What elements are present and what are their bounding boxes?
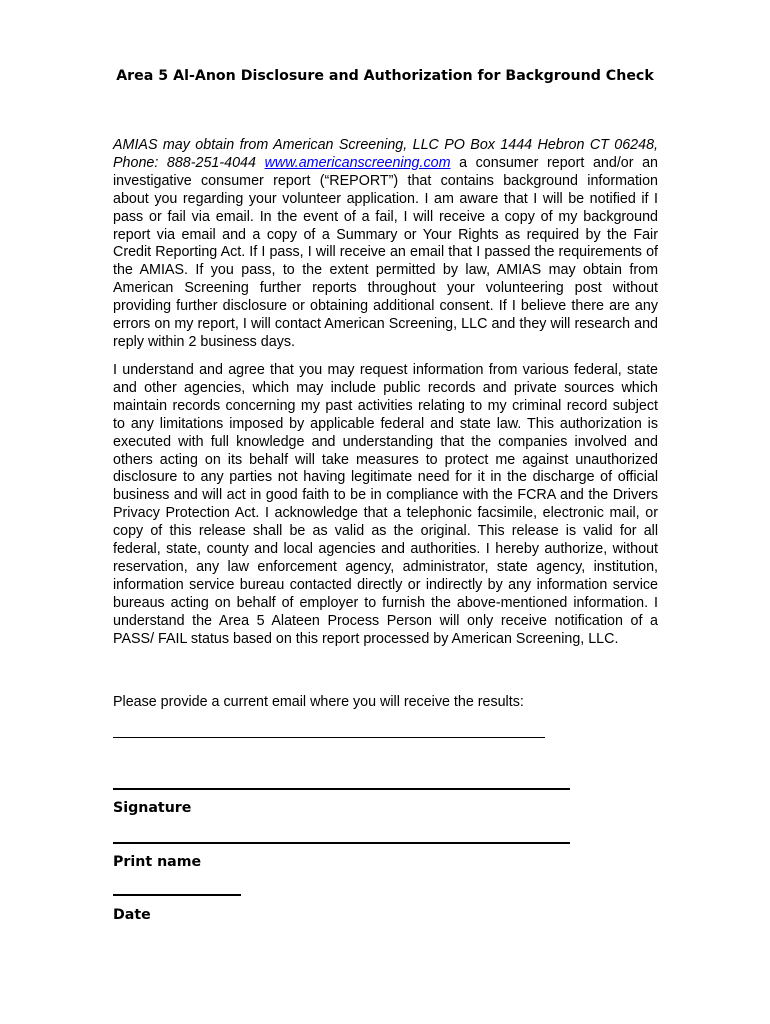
provider-website-link[interactable]: www.americanscreening.com	[264, 154, 451, 171]
email-field[interactable]	[113, 737, 545, 738]
signature-field[interactable]	[113, 788, 570, 790]
email-prompt: Please provide a current email where you will receive the results:	[113, 694, 524, 710]
date-field[interactable]	[113, 894, 241, 896]
disclosure-paragraph	[113, 137, 658, 352]
document-title: Area 5 Al-Anon Disclosure and Authorization for Background Check	[116, 68, 654, 84]
date-label: Date	[113, 907, 151, 923]
signature-label: Signature	[113, 800, 192, 816]
provider-contact-text: AMIAS may obtain from American Screening, LLC PO Box 1444 Hebron CT 06248, Phone: 888-251-4044	[113, 137, 658, 171]
print-name-field[interactable]	[113, 842, 570, 844]
authorization-paragraph: I understand and agree that you may request information from various federal, state and other agencies, which may include public records and private sources which maintain records concerning my past activities relating to my criminal record subject to any limitations imposed by applicable federal and state law. This authorization is executed with full knowledge and understanding that the companies involved and others acting on its behalf will take measures to protect me against unauthorized disclosure to any parties not having legitimate need for it in the discharge of official business and will act in good faith to be in compliance with the FCRA and the Drivers Privacy Protection Act. I acknowledge that a telephonic facsimile, electronic mail, or copy of this release shall be as valid as the original. This release is valid for all federal, state, county and local agencies and authorities. I hereby authorize, without reservation, any law enforcement agency, administrator, state agency, institution, information service bureau contacted directly or indirectly by any information service bureaus acting on behalf of employer to furnish the above-mentioned information. I understand the Area 5 Alateen Process Person will only receive notification of a PASS/ FAIL status based on this report processed by American Screening, LLC.	[113, 362, 658, 647]
print-name-label: Print name	[113, 854, 202, 870]
disclosure-text: a consumer report and/or an investigative consumer report (“REPORT”) that contains background information about you regarding your volunteer application. I am aware that I will be notified if I pass or fail via email. In the event of a fail, I will receive a copy of my background report via email and a copy of a Summary or Your Rights as required by the Fair Credit Reporting Act. If I pass, I will receive an email that I passed the requirements of the AMIAS. If you pass, to the extent permitted by law, AMIAS may obtain from American Screening further reports throughout your volunteering post without providing further disclosure or obtaining additional consent. If I believe there are any errors on my report, I will contact American Screening, LLC and they will research and reply within 2 business days.	[113, 154, 659, 350]
